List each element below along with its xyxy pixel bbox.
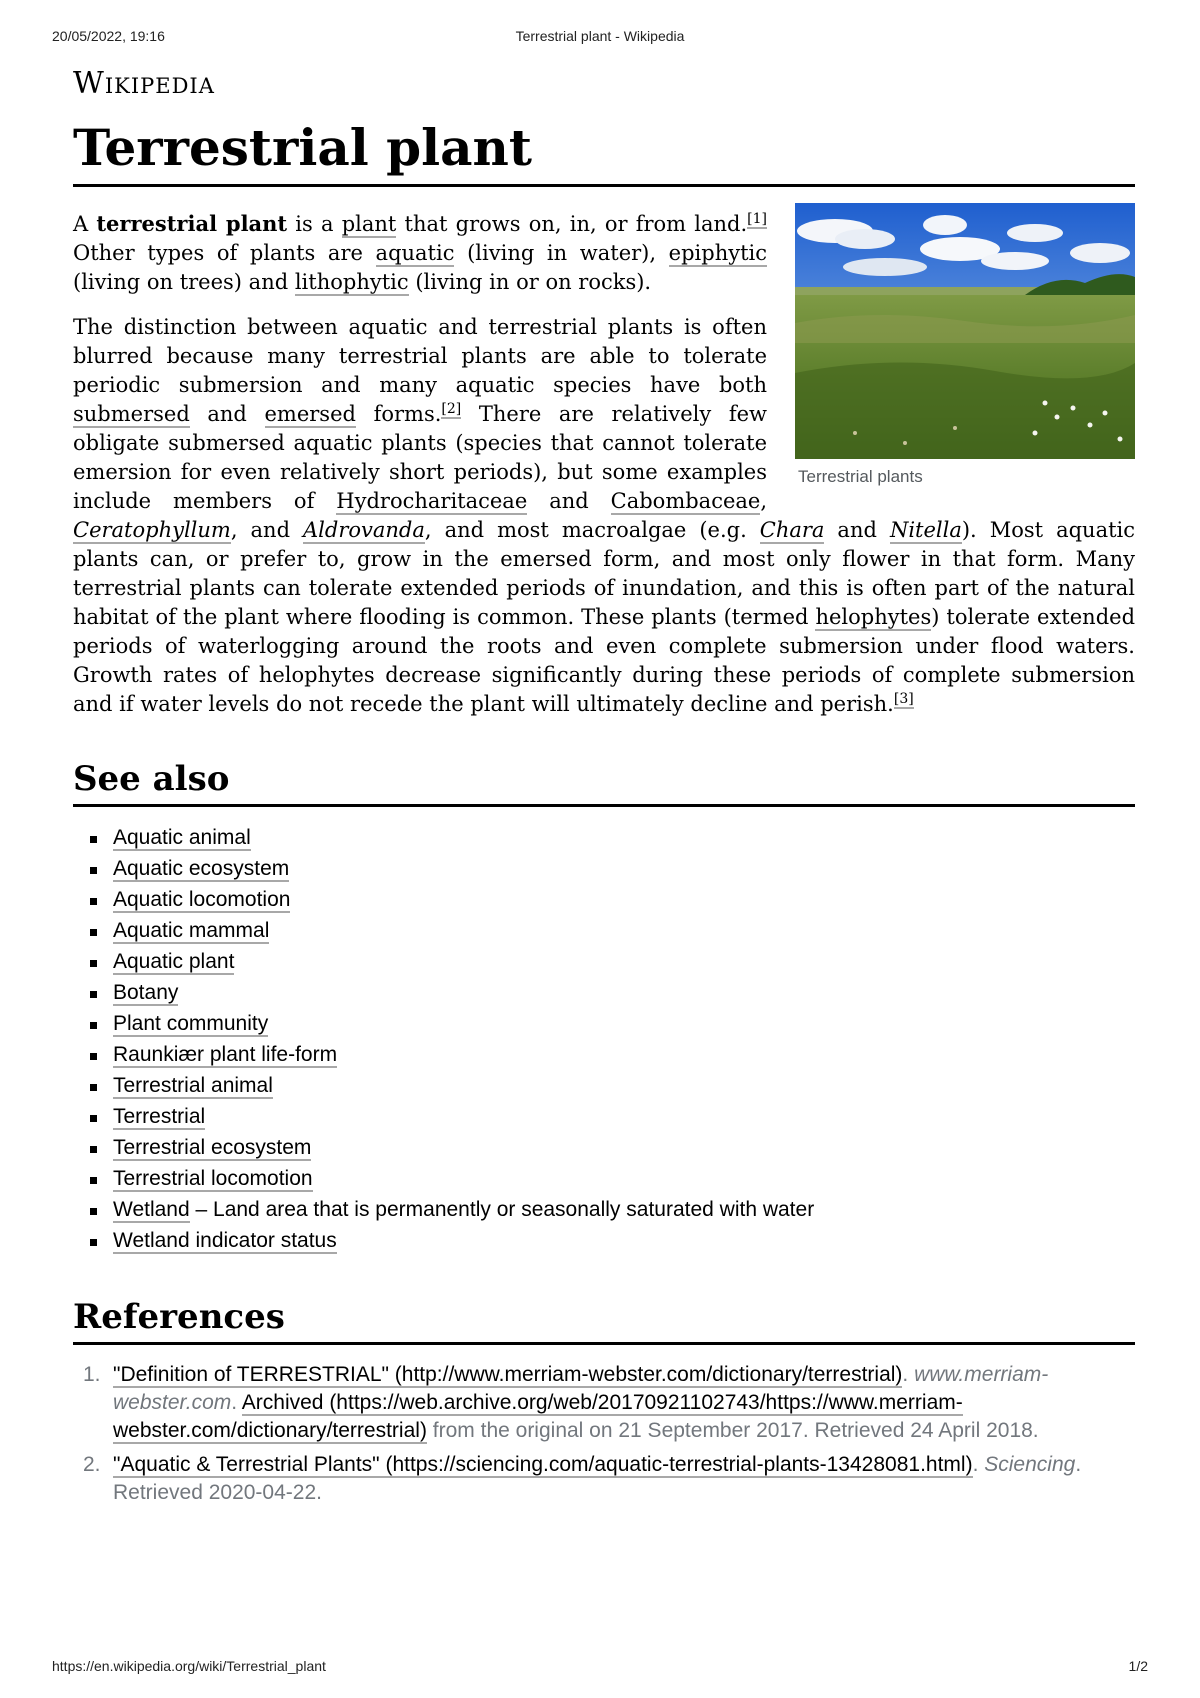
reference-site: Sciencing — [984, 1452, 1076, 1476]
ref-3-link[interactable]: [3] — [893, 691, 914, 707]
text: (living in water), — [454, 241, 669, 265]
text: ). Most aquatic plants can, or prefer to, grow in the emersed form, and most only flower in that form. Many terrestrial plants can tolerate extended periods of inundation, and this is often part of the natural habitat of the plant where flooding is common. These plants (termed — [73, 518, 1136, 629]
see-also-item — [73, 1102, 1135, 1133]
bold-term: terrestrial plant — [96, 211, 288, 236]
reference-site: www.merriam-webster.com — [113, 1362, 1049, 1414]
print-footer — [52, 1658, 1148, 1676]
reference-link[interactable]: "Aquatic & Terrestrial Plants" (https://sciencing.com/aquatic-terrestrial-plants-13428081.html) — [113, 1452, 973, 1476]
ref-2-link[interactable]: [2] — [441, 401, 462, 417]
see-also-item — [73, 916, 1135, 947]
figure-caption: Terrestrial plants — [798, 467, 923, 486]
text: There are relatively few obligate submersed aquatic plants (species that cannot tolerate emersion for even relatively short periods), but some examples include members of — [73, 402, 768, 513]
bullet-icon — [90, 1208, 97, 1215]
bullet-icon — [90, 1115, 97, 1122]
see-also-link[interactable]: Terrestrial — [113, 1104, 206, 1128]
see-also-link[interactable]: Aquatic mammal — [113, 918, 270, 942]
bullet-icon — [90, 836, 97, 843]
bullet-icon — [90, 929, 97, 936]
see-also-heading: See also — [73, 759, 1135, 807]
bullet-icon — [90, 960, 97, 967]
see-also-item — [73, 947, 1135, 978]
bullet-icon — [90, 991, 97, 998]
reference-item — [73, 1451, 1135, 1507]
wikipedia-logo[interactable]: Wikipedia — [73, 66, 215, 101]
reference-text: . Retrieved 2020-04-22. — [113, 1452, 1082, 1504]
references-section — [73, 1297, 1135, 1507]
print-page-title: Terrestrial plant - Wikipedia — [515, 28, 685, 44]
infobox-figure — [795, 203, 1135, 487]
print-url: https://en.wikipedia.org/wiki/Terrestrial_plant — [52, 1658, 326, 1674]
see-also-item — [73, 1133, 1135, 1164]
bullet-icon — [90, 1177, 97, 1184]
see-also-item — [73, 1226, 1135, 1257]
link-helophytes[interactable]: helophytes — [815, 605, 932, 629]
see-also-list — [73, 823, 1135, 1257]
reference-archive-link[interactable]: Archived (https://web.archive.org/web/20170921102743/https://www.merriam-webster.com/dictionary/terrestrial) — [113, 1390, 963, 1442]
print-page-number: 1/2 — [1128, 1658, 1148, 1674]
bullet-icon — [90, 1084, 97, 1091]
bullet-icon — [90, 867, 97, 874]
print-header — [52, 28, 1148, 46]
bullet-icon — [90, 1146, 97, 1153]
reference-text: . — [231, 1390, 242, 1414]
text: forms. — [355, 402, 442, 426]
see-also-item — [73, 1195, 1135, 1226]
see-also-item — [73, 885, 1135, 916]
text: A — [73, 212, 97, 236]
link-cabombaceae[interactable]: Cabombaceae — [610, 489, 761, 513]
see-also-description: – Land area that is permanently or seasonally saturated with water — [189, 1197, 815, 1221]
text: (living in or on rocks). — [408, 270, 652, 294]
link-plant[interactable]: plant — [341, 212, 397, 236]
reference-number: 1. — [83, 1362, 101, 1386]
bullet-icon — [90, 1053, 97, 1060]
reference-text: . — [972, 1452, 985, 1476]
bullet-icon — [90, 1239, 97, 1246]
link-aldrovanda[interactable]: Aldrovanda — [303, 518, 425, 542]
text: , and most macroalgae (e.g. — [424, 518, 760, 542]
see-also-link[interactable]: Wetland — [113, 1197, 190, 1221]
print-datetime: 20/05/2022, 19:16 — [52, 28, 165, 44]
see-also-link[interactable]: Terrestrial animal — [113, 1073, 273, 1097]
see-also-link[interactable]: Aquatic locomotion — [113, 887, 291, 911]
reference-text: . — [902, 1362, 915, 1386]
text: (living on trees) and — [73, 270, 295, 294]
see-also-link[interactable]: Terrestrial ecosystem — [113, 1135, 312, 1159]
text: is a — [287, 212, 342, 236]
page-title: Terrestrial plant — [73, 118, 1135, 187]
see-also-item — [73, 978, 1135, 1009]
text: Other types of plants are — [73, 241, 376, 265]
meadow-illustration — [795, 203, 1135, 459]
link-submersed[interactable]: submersed — [73, 402, 190, 426]
text: , — [760, 489, 768, 513]
reference-item — [73, 1361, 1135, 1445]
reference-link[interactable]: "Definition of TERRESTRIAL" (http://www.merriam-webster.com/dictionary/terrestrial) — [113, 1362, 903, 1386]
link-chara[interactable]: Chara — [759, 518, 825, 542]
see-also-link[interactable]: Raunkiær plant life-form — [113, 1042, 338, 1066]
see-also-link[interactable]: Terrestrial locomotion — [113, 1166, 313, 1190]
link-emersed[interactable]: emersed — [264, 402, 356, 426]
link-lithophytic[interactable]: lithophytic — [294, 270, 409, 294]
references-list — [73, 1361, 1135, 1507]
text: and — [527, 489, 611, 513]
text: , and — [230, 518, 304, 542]
see-also-item — [73, 1009, 1135, 1040]
link-nitella[interactable]: Nitella — [889, 518, 962, 542]
see-also-item — [73, 1164, 1135, 1195]
see-also-section — [73, 759, 1135, 1257]
link-ceratophyllum[interactable]: Ceratophyllum — [73, 518, 231, 542]
text: The distinction between aquatic and terrestrial plants is often blurred because many terrestrial plants are able to tolerate periodic submersion and many aquatic species have both — [73, 315, 767, 397]
see-also-link[interactable]: Aquatic plant — [113, 949, 235, 973]
meadow-photo[interactable] — [795, 203, 1135, 459]
link-aquatic[interactable]: aquatic — [375, 241, 455, 265]
reference-number: 2. — [83, 1452, 101, 1476]
ref-1-link[interactable]: [1] — [747, 211, 767, 227]
article-content — [73, 118, 1135, 1513]
see-also-link[interactable]: Botany — [113, 980, 179, 1004]
link-hydrocharitaceae[interactable]: Hydrocharitaceae — [336, 489, 528, 513]
text: ) tolerate extended periods of waterlogging around the roots and even complete submersion under flood waters. Growth rates of helophytes decrease significantly during these periods of complete submersion and if water levels do not recede the plant will ultimately decline and perish. — [73, 605, 1136, 716]
bullet-icon — [90, 1022, 97, 1029]
text: and — [189, 402, 265, 426]
text: that grows on, in, or from land. — [396, 212, 748, 236]
see-also-link[interactable]: Plant community — [113, 1011, 269, 1035]
see-also-item — [73, 854, 1135, 885]
references-heading: References — [73, 1297, 1135, 1345]
link-epiphytic[interactable]: epiphytic — [668, 241, 768, 265]
see-also-item — [73, 1071, 1135, 1102]
see-also-item — [73, 1040, 1135, 1071]
see-also-item — [73, 823, 1135, 854]
see-also-link[interactable]: Aquatic ecosystem — [113, 856, 290, 880]
see-also-link[interactable]: Wetland indicator status — [113, 1228, 337, 1252]
text: and — [824, 518, 890, 542]
reference-text: from the original on 21 September 2017. Retrieved 24 April 2018. — [426, 1418, 1039, 1442]
see-also-link[interactable]: Aquatic animal — [113, 825, 251, 849]
bullet-icon — [90, 898, 97, 905]
